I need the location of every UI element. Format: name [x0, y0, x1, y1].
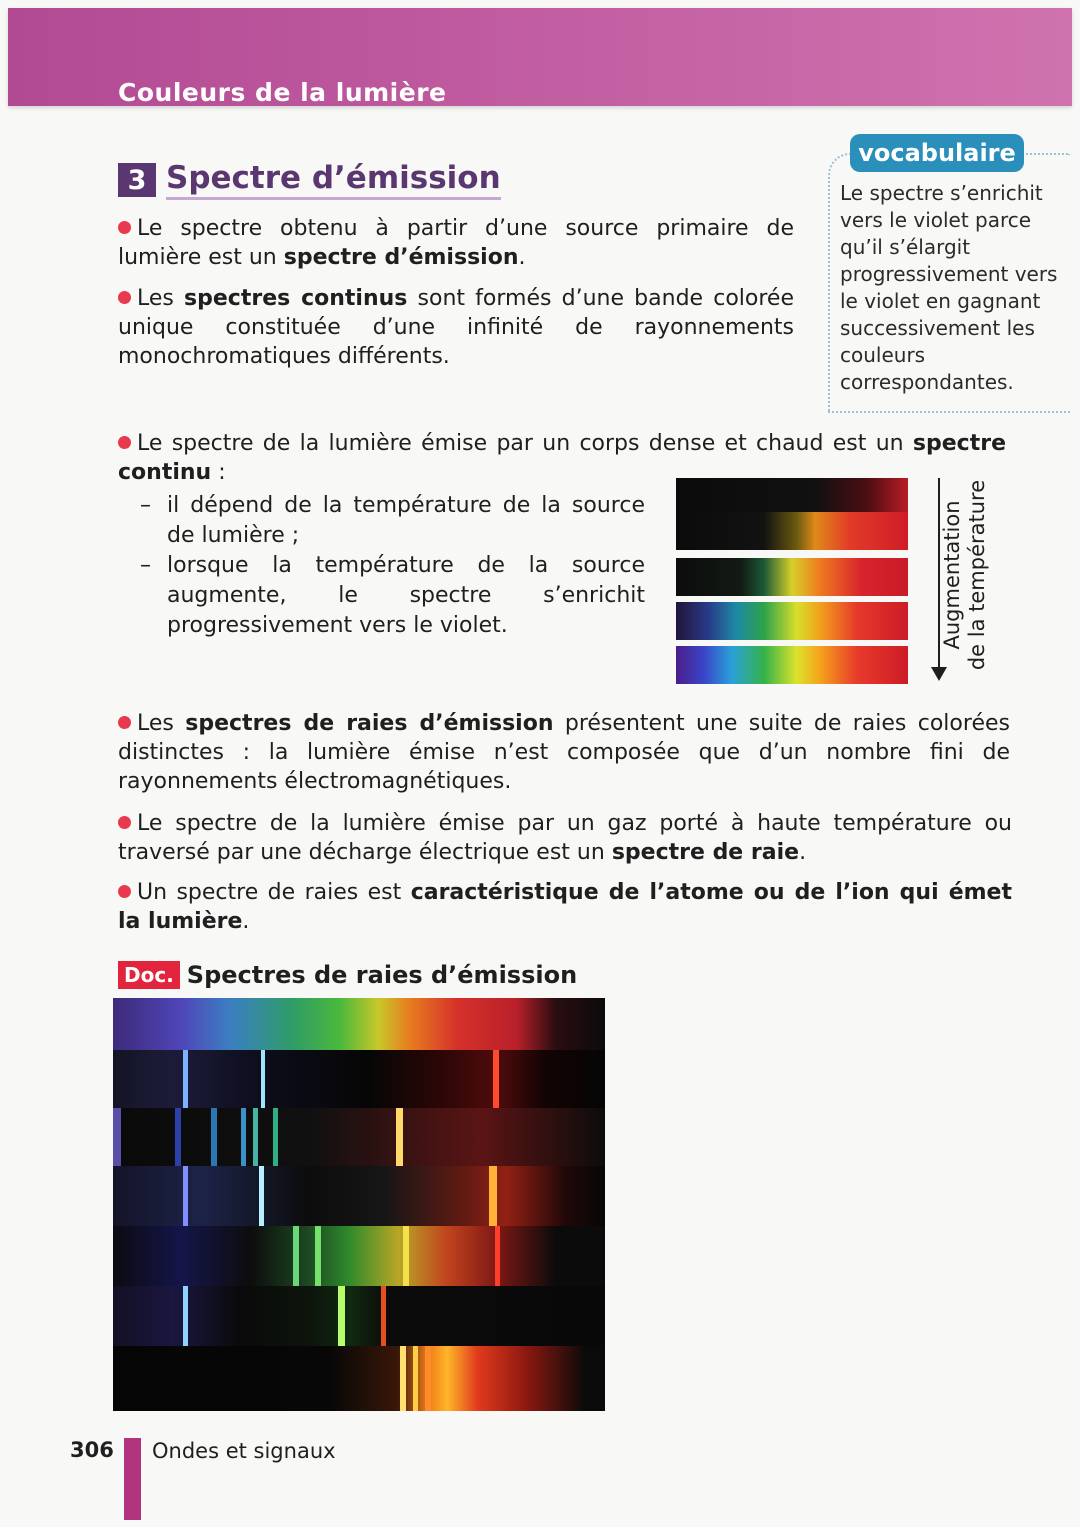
intro-paragraph-2: Les spectres continus sont formés d’une bande colorée unique constituée d’une infinité de rayonnements monochromatiques différents. [118, 286, 794, 369]
continuous-spectrum-band-2 [676, 512, 908, 550]
temperature-list [140, 491, 645, 641]
spectral-line [396, 1108, 403, 1166]
spectral-line [413, 1346, 418, 1411]
bullet-icon [118, 291, 131, 304]
spectral-line [489, 1166, 497, 1226]
bullet-icon [118, 816, 131, 829]
spectral-line [259, 1166, 264, 1226]
vocabulary-text: Le spectre s’enrichit vers le violet parce qu’il s’élargit progressivement vers le violet en gagnant successivement les couleurs correspondantes. [840, 181, 1058, 394]
chapter-header [8, 8, 1072, 106]
doc-title: Spectres de raies d’émission [186, 961, 578, 989]
spectral-line [425, 1346, 431, 1411]
spectral-line [211, 1108, 217, 1166]
spectral-line [338, 1286, 345, 1346]
spectral-line [495, 1226, 500, 1286]
section-title: Spectre d’émission [166, 160, 501, 200]
section-number: 3 [118, 163, 156, 197]
spectral-line [261, 1050, 265, 1108]
line-spectrum-row [113, 1108, 605, 1166]
spectral-line [293, 1226, 299, 1286]
list-item: – il dépend de la température de la source de lumière ; [140, 493, 645, 548]
spectral-line [241, 1108, 246, 1166]
line-spectra-paragraph: Les spectres de raies d’émission présentent une suite de raies colorées distinctes : la lumière émise n’est composée que d’un nombre fini de rayonnements électromagnétiques. [118, 711, 1010, 794]
bullet-icon [118, 885, 131, 898]
spectral-line [113, 1108, 121, 1166]
line-spectrum-row [113, 1226, 605, 1286]
spectral-line [183, 1166, 188, 1226]
temperature-axis-label: Augmentation de la température [940, 479, 989, 671]
chapter-title: Couleurs de la lumière [118, 78, 447, 107]
spectral-line [183, 1286, 188, 1346]
intro-paragraph-1: Le spectre obtenu à partir d’une source primaire de lumière est un spectre d’émission. [118, 216, 794, 270]
line-spectrum-row [113, 1050, 605, 1108]
spectral-line [273, 1108, 278, 1166]
emission-line-spectra-image [113, 998, 605, 1411]
line-spectrum-row [113, 1166, 605, 1226]
continuous-spectrum-band-5 [676, 646, 908, 684]
vocabulary-tag: vocabulaire [850, 134, 1024, 172]
line-spectrum-row [113, 1286, 605, 1346]
bullet-icon [118, 221, 131, 234]
spectral-line [403, 1226, 409, 1286]
spectral-line [315, 1226, 321, 1286]
spectral-line [400, 1346, 406, 1411]
list-item: – lorsque la température de la source augmente, le spectre s’enrichit progressivement vers le violet. [140, 553, 645, 638]
spectral-line [381, 1286, 386, 1346]
continuous-spectrum-paragraph: Le spectre de la lumière émise par un corps dense et chaud est un spectre continu : [118, 431, 1006, 485]
continuous-spectrum-band-4 [676, 602, 908, 640]
line-spectrum-row [113, 1346, 605, 1411]
characteristic-paragraph: Un spectre de raies est caractéristique de l’atome ou de l’ion qui émet la lumière. [118, 880, 1012, 934]
doc-tag: Doc. [118, 961, 180, 989]
continuous-spectrum-band-1 [676, 478, 908, 512]
document-heading [118, 961, 577, 989]
bullet-icon [118, 436, 131, 449]
bullet-icon [118, 716, 131, 729]
spectral-line [493, 1050, 499, 1108]
spectral-line [253, 1108, 258, 1166]
page-number: 306 [70, 1438, 114, 1462]
section-heading [118, 160, 501, 200]
chapter-name: Ondes et signaux [152, 1439, 336, 1463]
footer-divider [124, 1438, 141, 1520]
spectral-line [175, 1108, 181, 1166]
gas-spectrum-paragraph: Le spectre de la lumière émise par un gaz porté à haute température ou traversé par une décharge électrique est un spectre de raie. [118, 811, 1012, 865]
reference-spectrum-row [113, 998, 605, 1050]
continuous-spectrum-band-3 [676, 558, 908, 596]
spectral-line [183, 1050, 188, 1108]
